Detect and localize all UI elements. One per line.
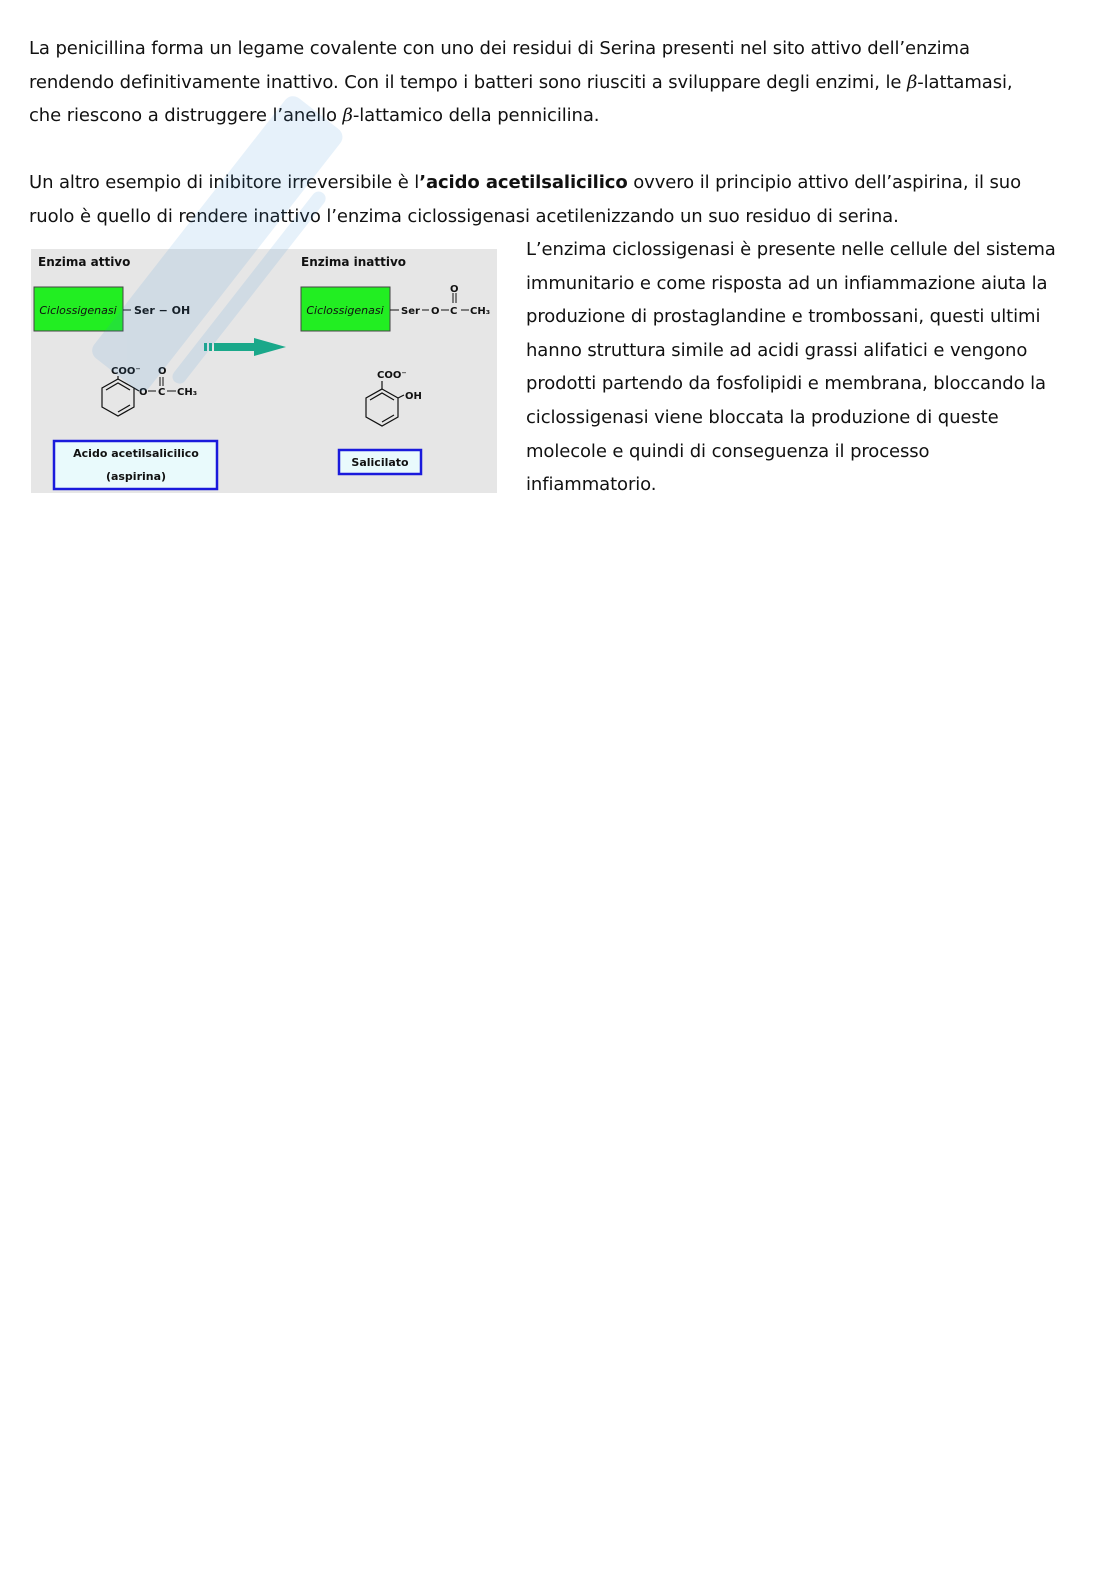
ch3-label: CH₃ <box>470 306 491 317</box>
paragraph-line: ciclossigenasi viene bloccata la produzione di queste <box>526 406 999 428</box>
coo-label: COO⁻ <box>111 366 141 377</box>
coo-label: COO⁻ <box>377 370 407 381</box>
salicylate-label: Salicilato <box>351 456 409 469</box>
paragraph-aspirin <box>29 166 1089 233</box>
benzene-ring-aspirin <box>102 376 139 416</box>
aspirin-label-line2: (aspirina) <box>105 470 167 483</box>
paragraph-line <box>29 99 1089 133</box>
oh-label: OH <box>405 391 422 402</box>
paragraph-line: prodotti partendo da fosfolipidi e membrana, bloccando la <box>526 373 1046 395</box>
text-span: -lattamico della pennicilina. <box>352 105 600 126</box>
enzyme-label-active: Ciclossigenasi <box>39 304 117 317</box>
paragraph-line <box>29 32 1089 66</box>
text-span: La penicillina forma un legame covalente con uno dei residui di Serina presenti nel sito attivo dell’enzima <box>29 38 970 59</box>
arrow-dash <box>204 343 207 351</box>
benzene-ring-salicylate <box>366 381 404 426</box>
enzyme-label-inactive: Ciclossigenasi <box>306 304 384 317</box>
paragraph-cyclooxygenase <box>526 233 1086 502</box>
c-atom-label: C <box>158 387 166 398</box>
paragraph-line: L’enzima ciclossigenasi è presente nelle cellule del sistema <box>526 239 1056 260</box>
text-span: rendendo definitivamente inattivo. Con il tempo i batteri sono riusciti a sviluppare degli enzimi, le <box>29 71 907 93</box>
text-span: ovvero il principio attivo dell’aspirina, il suo <box>627 172 1022 193</box>
text-span: Un altro esempio di inibitore irreversibile è l <box>29 172 420 193</box>
right-title: Enzima inattivo <box>301 255 407 269</box>
bold-term: ’acido acetilsalicilico <box>419 172 628 193</box>
paragraph-line <box>29 166 1089 200</box>
o-atom-label: O <box>431 306 440 317</box>
paragraph-line: produzione di prostaglandine e trombossani, questi ultimi <box>526 306 1041 328</box>
paragraph-line: hanno struttura simile ad acidi grassi alifatici e vengono <box>526 339 1028 361</box>
o-atom-label: O <box>450 284 459 295</box>
text-span: che riescono a distruggere l’anello <box>29 105 343 126</box>
c-atom-label: C <box>450 306 458 317</box>
paragraph-line: molecole e quindi di conseguenza il processo <box>526 440 930 462</box>
left-title: Enzima attivo <box>38 255 131 269</box>
paragraph-penicillin <box>29 32 1089 133</box>
beta-symbol: β <box>906 71 918 93</box>
arrow-head-icon <box>254 338 286 356</box>
aspirin-label-line1: Acido acetilsalicilico <box>73 447 199 460</box>
arrow-dash <box>209 343 212 351</box>
text-span: -lattamasi, <box>917 71 1013 93</box>
ser-oh-label: Ser − OH <box>134 304 191 317</box>
text-span: ruolo è quello di rendere inattivo l’enzima ciclossigenasi acetilenizzando un suo residuo di serina. <box>29 205 899 227</box>
o-atom-label: O <box>139 387 148 398</box>
o-atom-label: O <box>158 366 167 377</box>
ch3-label: CH₃ <box>177 387 198 398</box>
paragraph-line <box>29 66 1089 100</box>
ser-label: Ser <box>401 306 420 317</box>
arrow-shaft <box>214 343 254 351</box>
beta-symbol: β <box>342 105 353 126</box>
aspirin-mechanism-figure <box>31 249 497 493</box>
paragraph-line: immunitario e come risposta ad un infiammazione aiuta la <box>526 272 1048 294</box>
paragraph-line <box>29 200 1089 234</box>
paragraph-line: infiammatorio. <box>526 474 657 496</box>
